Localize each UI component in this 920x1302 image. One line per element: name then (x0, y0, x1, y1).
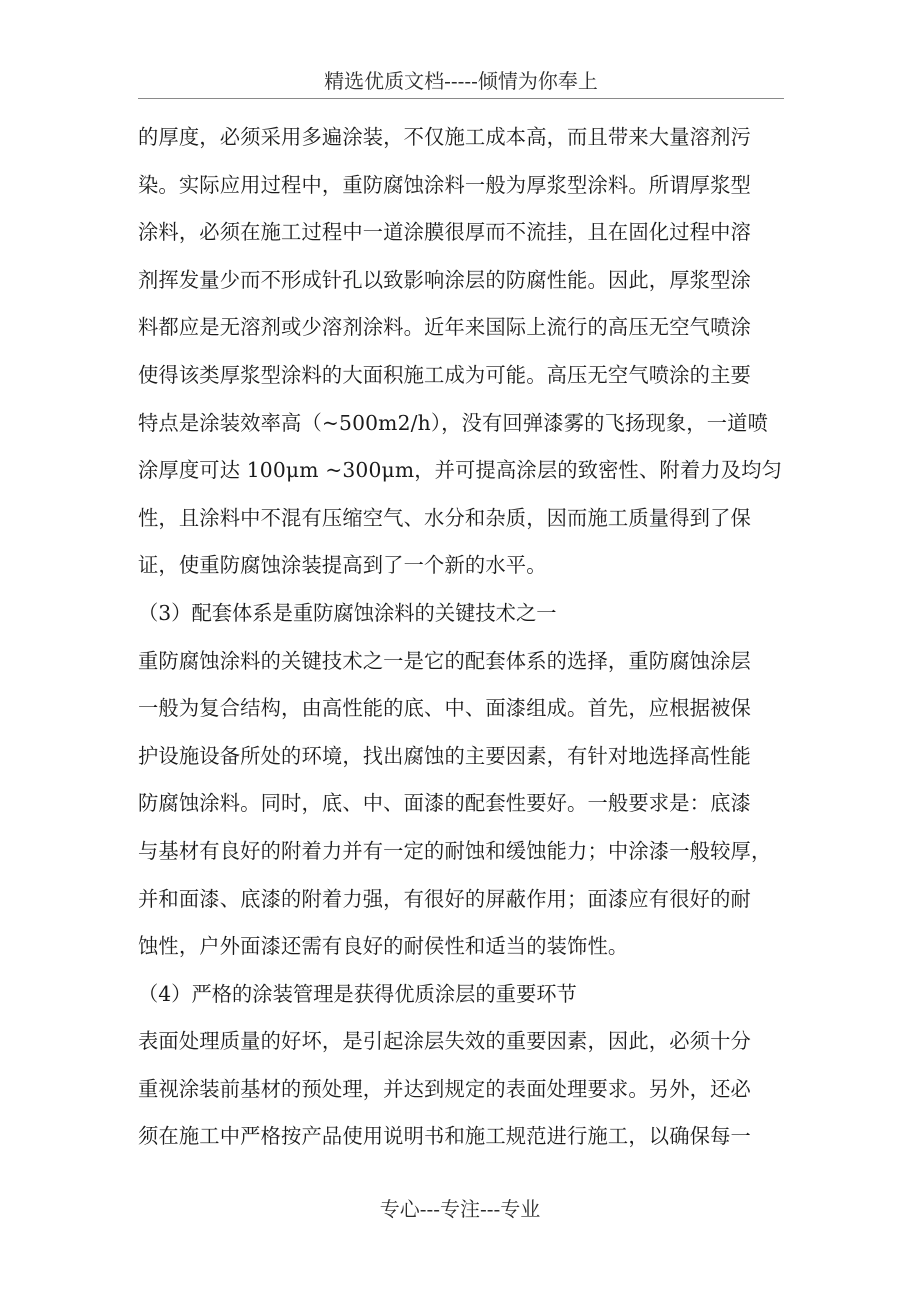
body-line: 蚀性，户外面漆还需有良好的耐侯性和适当的装饰性。 (138, 934, 629, 959)
body-line: 使得该类厚浆型涂料的大面积施工成为可能。高压无空气喷涂的主要 (138, 362, 751, 387)
body-line: 料都应是无溶剂或少溶剂涂料。近年来国际上流行的高压无空气喷涂 (138, 315, 751, 340)
body-line: 表面处理质量的好坏，是引起涂层失效的重要因素，因此，必须十分 (138, 1029, 751, 1054)
body-line: 与基材有良好的附着力并有一定的耐蚀和缓蚀能力；中涂漆一般较厚， (138, 838, 772, 863)
body-line: 并和面漆、底漆的附着力强，有很好的屏蔽作用；面漆应有很好的耐 (138, 886, 751, 911)
body-line: 一般为复合结构，由高性能的底、中、面漆组成。首先，应根据被保 (138, 696, 751, 721)
body-line: 证，使重防腐蚀涂装提高到了一个新的水平。 (138, 553, 547, 578)
body-line: 护设施设备所处的环境，找出腐蚀的主要因素，有针对地选择高性能 (138, 743, 751, 768)
body-line: 的厚度，必须采用多遍涂装，不仅施工成本高，而且带来大量溶剂污 (138, 125, 751, 149)
document-body (138, 114, 783, 1161)
section-heading-3: （3）配套体系是重防腐蚀涂料的关键技术之一 (138, 600, 557, 625)
body-line: 重视涂装前基材的预处理，并达到规定的表面处理要求。另外，还必 (138, 1076, 751, 1101)
body-line: 特点是涂装效率高（~500m2/h），没有回弹漆雾的飞扬现象，一道喷 (138, 410, 769, 435)
page-header: 精选优质文档-----倾情为你奉上 (138, 66, 784, 99)
body-line: 剂挥发量少而不形成针孔以致影响涂层的防腐性能。因此，厚浆型涂 (138, 267, 751, 292)
section-heading-4: （4）严格的涂装管理是获得优质涂层的重要环节 (138, 981, 577, 1006)
page-footer: 专心---专注---专业 (379, 1197, 541, 1221)
body-line: 染。实际应用过程中，重防腐蚀涂料一般为厚浆型涂料。所谓厚浆型 (138, 172, 751, 197)
body-line: 性，且涂料中不混有压缩空气、水分和杂质，因而施工质量得到了保 (138, 505, 751, 530)
body-line: 重防腐蚀涂料的关键技术之一是它的配套体系的选择，重防腐蚀涂层 (138, 648, 751, 673)
body-line: 涂料，必须在施工过程中一道涂膜很厚而不流挂，且在固化过程中溶 (138, 220, 751, 245)
body-line: 须在施工中严格按产品使用说明书和施工规范进行施工，以确保每一 (138, 1124, 751, 1149)
body-line: 防腐蚀涂料。同时，底、中、面漆的配套性要好。一般要求是：底漆 (138, 791, 751, 816)
body-line: 涂厚度可达 100μm ~300μm，并可提高涂层的致密性、附着力及均匀 (138, 458, 783, 483)
